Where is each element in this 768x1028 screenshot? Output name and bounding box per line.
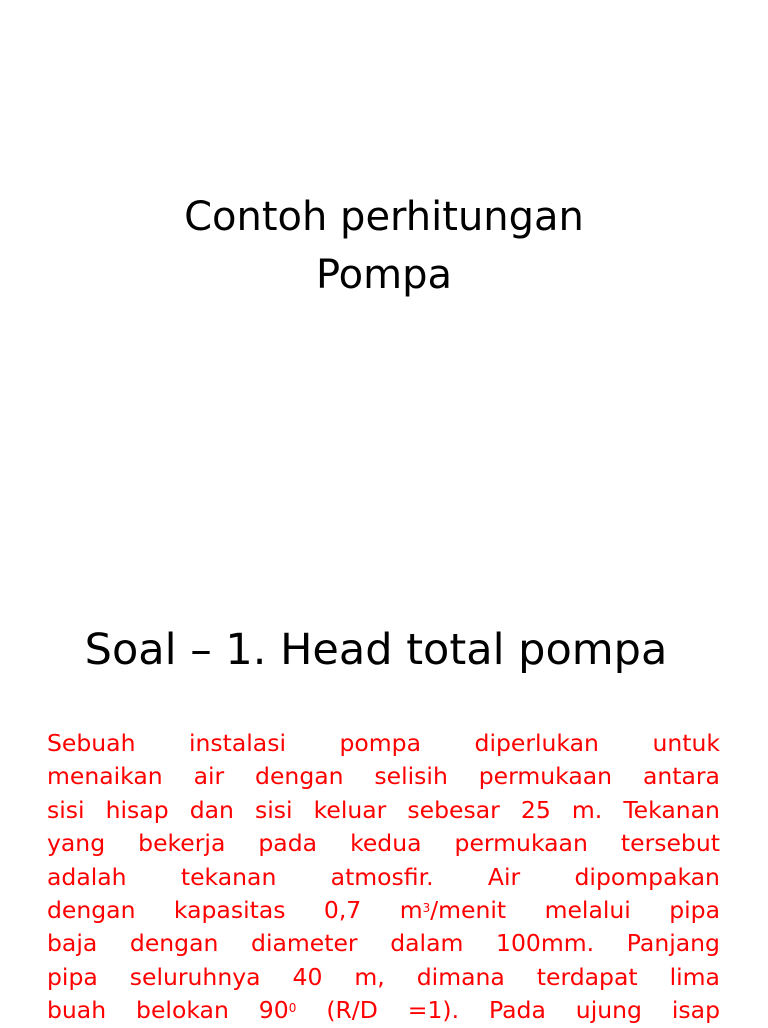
problem-line-1: Sebuah instalasi pompa diperlukan untuk xyxy=(47,729,720,757)
section-heading: Soal – 1. Head total pompa xyxy=(84,625,668,675)
problem-line-3: sisi hisap dan sisi keluar sebesar 25 m. Tekanan xyxy=(47,795,720,824)
slide-title-line-1: Contoh perhitungan xyxy=(184,194,584,240)
superscript-degree: 0 xyxy=(288,1001,297,1016)
slide-title xyxy=(0,188,768,304)
superscript-cubic: 3 xyxy=(422,901,431,916)
problem-line-7: baja dengan diameter dalam 100mm. Panjang xyxy=(47,929,720,958)
problem-text xyxy=(47,727,720,1028)
problem-line-9: buah belokan $90^0$ (R/D =1). Pada ujung isap xyxy=(47,996,720,1025)
problem-line-4: yang bekerja pada kedua permukaan tersebut xyxy=(47,829,720,858)
problem-line-5: adalah tekanan atmosfir. Air dipompakan xyxy=(47,862,720,891)
problem-line-6: dengan kapasitas 0,7 $m^3$/menit melalui pipa xyxy=(47,896,720,925)
problem-line-2: menaikan air dengan selisih permukaan antara xyxy=(47,762,720,791)
slide-title-line-2: Pompa xyxy=(315,252,453,298)
problem-line-8: pipa seluruhnya 40 m, dimana terdapat lima xyxy=(47,962,720,991)
